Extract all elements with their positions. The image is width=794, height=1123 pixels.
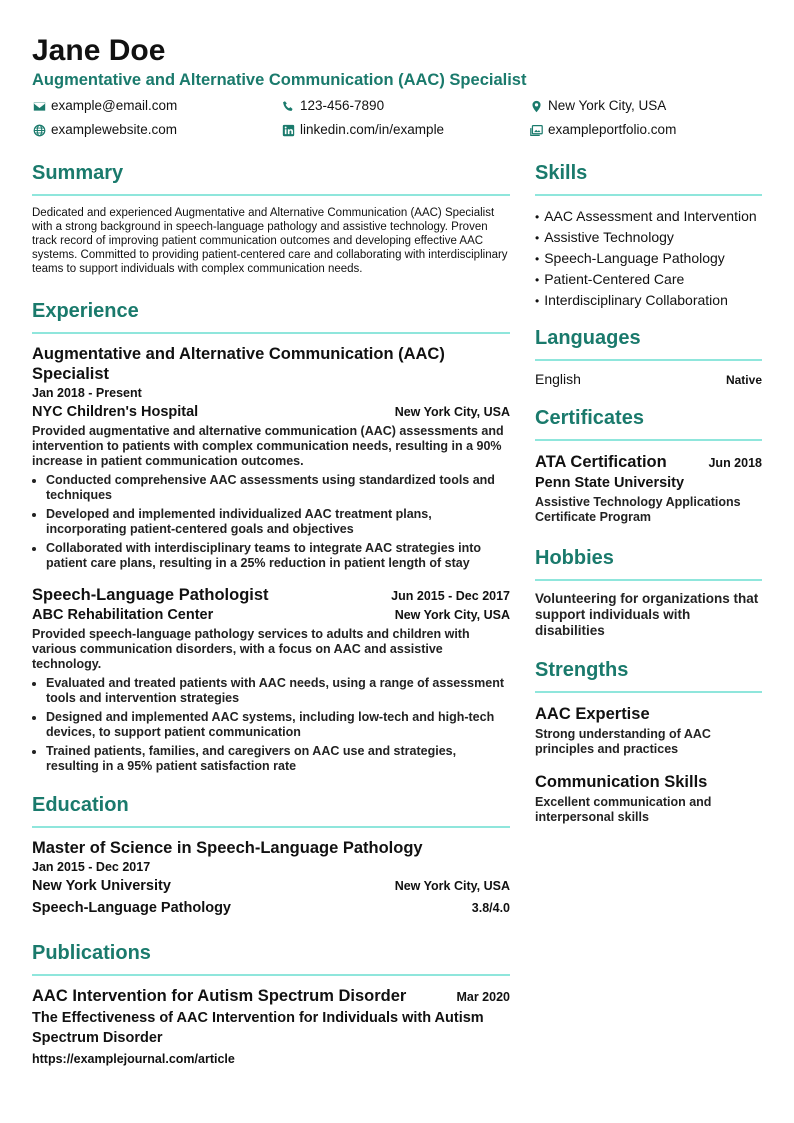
certificate-date: Jun 2018 [708,456,762,470]
company-location: New York City, USA [394,608,510,622]
achievement-item: • Designed and implemented AAC systems, including low-tech and high-tech devices, to support patient communication [46,710,510,740]
company-name: ABC Rehabilitation Center [32,607,214,623]
education-dates: Jan 2015 - Dec 2017 [32,860,151,874]
summary-heading: Summary [32,160,510,196]
phone-icon [281,99,295,113]
position-dates: Jan 2018 - Present [32,386,142,400]
certificates-section [535,405,762,525]
skills-section [535,160,762,311]
language-level: Native [725,373,762,387]
strength-description: Excellent communication and interpersonal skills [535,795,712,824]
company-location: New York City, USA [394,405,510,419]
skill-item: • Interdisciplinary Collaboration [535,290,762,311]
experience-heading: Experience [32,298,510,334]
publication-row [32,986,510,1006]
position-row [32,585,510,605]
strength-name: AAC Expertise [535,705,650,723]
phone-text: 123-456-7890 [300,98,385,113]
achievement-item: • Conducted comprehensive AAC assessments using standardized tools and techniques [46,473,510,503]
envelope-icon [32,99,46,113]
map-pin-icon [529,99,543,113]
candidate-name: Jane Doe [32,34,166,67]
position-dates: Jun 2015 - Dec 2017 [391,589,510,603]
position-title: Augmentative and Alternative Communication (AAC) Specialist [32,345,445,383]
hobbies-heading: Hobbies [535,545,762,581]
skill-item: • AAC Assessment and Intervention [535,206,762,227]
globe-icon [32,123,46,137]
linkedin-icon [281,123,295,137]
publications-heading: Publications [32,940,510,976]
education-section [32,792,510,918]
publication-title: AAC Intervention for Autism Spectrum Disorder [32,987,407,1005]
portfolio-icon [529,123,543,137]
certificate-description: Assistive Technology Applications Certificate Program [535,495,741,524]
strength-name: Communication Skills [535,773,708,791]
school-name: New York University [32,878,171,894]
skills-heading: Skills [535,160,762,196]
contact-website[interactable] [32,121,177,139]
field-row [32,898,510,918]
school-location: New York City, USA [394,879,510,893]
website-text: examplewebsite.com [51,122,178,137]
experience-entry [32,585,510,774]
gpa: 3.8/4.0 [471,901,510,915]
achievement-item: • Evaluated and treated patients with AAC needs, using a range of assessment tools and intervention strategies [46,676,510,706]
achievement-list [32,676,510,774]
strengths-section [535,657,762,825]
certificate-row [535,451,762,473]
strengths-heading: Strengths [535,657,762,693]
summary-section [32,160,510,276]
publications-section [32,940,510,1068]
contact-linkedin[interactable] [281,121,444,139]
summary-text: Dedicated and experienced Augmentative and Alternative Communication (AAC) Specialist with a strong background in speech-language pathology and assistive technology. Proven track record of improving patient communication outcomes and developing effective AAC systems. Committed to providing patient-centered care and collaborating with interdisciplinary teams to support individuals with complex communication needs. [32,207,508,275]
company-row [32,605,510,625]
education-heading: Education [32,792,510,828]
skills-list [535,206,762,311]
job-title: Augmentative and Alternative Communication (AAC) Specialist [32,71,527,89]
experience-section [32,298,510,774]
company-name: NYC Children's Hospital [32,404,199,420]
contact-email[interactable] [32,97,177,115]
hobby-text: Volunteering for organizations that support individuals with disabilities [535,591,759,638]
language-name: English [535,371,581,387]
languages-heading: Languages [535,325,762,361]
achievement-item: • Developed and implemented individualized AAC treatment plans, incorporating patient-centered goals and objectives [46,507,510,537]
certificates-heading: Certificates [535,405,762,441]
publication-date: Mar 2020 [456,990,510,1004]
email-text: example@email.com [51,98,178,113]
field-of-study: Speech-Language Pathology [32,900,231,916]
languages-section [535,325,762,387]
hobbies-section [535,545,762,639]
contact-portfolio[interactable] [529,121,676,139]
experience-entry [32,344,510,571]
right-column [535,160,762,839]
linkedin-text: linkedin.com/in/example [300,122,445,137]
position-title: Speech-Language Pathologist [32,586,269,604]
publication-link[interactable]: https://examplejournal.com/article [32,1052,235,1066]
school-row [32,876,510,896]
certificate-issuer: Penn State University [535,475,685,491]
degree-name: Master of Science in Speech-Language Pathology [32,839,423,857]
contact-phone[interactable] [281,97,384,115]
achievement-item: • Collaborated with interdisciplinary teams to integrate AAC strategies into patient care plans, resulting in a 25% reduction in patient length of stay [46,541,510,571]
skill-item: • Speech-Language Pathology [535,248,762,269]
language-row [535,371,762,387]
strength-description: Strong understanding of AAC principles and practices [535,727,711,756]
achievement-item: • Trained patients, families, and caregivers on AAC use and strategies, resulting in a 95% patient satisfaction rate [46,744,510,774]
left-column [32,160,510,1068]
contact-location [529,97,666,115]
location-text: New York City, USA [548,98,667,113]
position-description: Provided speech-language pathology services to adults and children with various communication disorders, with a focus on AAC and assistive technology. [32,627,470,671]
company-row [32,402,510,422]
publication-subtitle: The Effectiveness of AAC Intervention for Individuals with Autism Spectrum Disorder [32,1010,484,1046]
skill-item: • Patient-Centered Care [535,269,762,290]
achievement-list [32,473,510,571]
skill-item: • Assistive Technology [535,227,762,248]
portfolio-text: exampleportfolio.com [548,122,677,137]
position-description: Provided augmentative and alternative communication (AAC) assessments and intervention to patients with complex communication needs, resulting in a 90% increase in patient communication outcomes. [32,424,504,468]
certificate-name: ATA Certification [535,453,667,471]
